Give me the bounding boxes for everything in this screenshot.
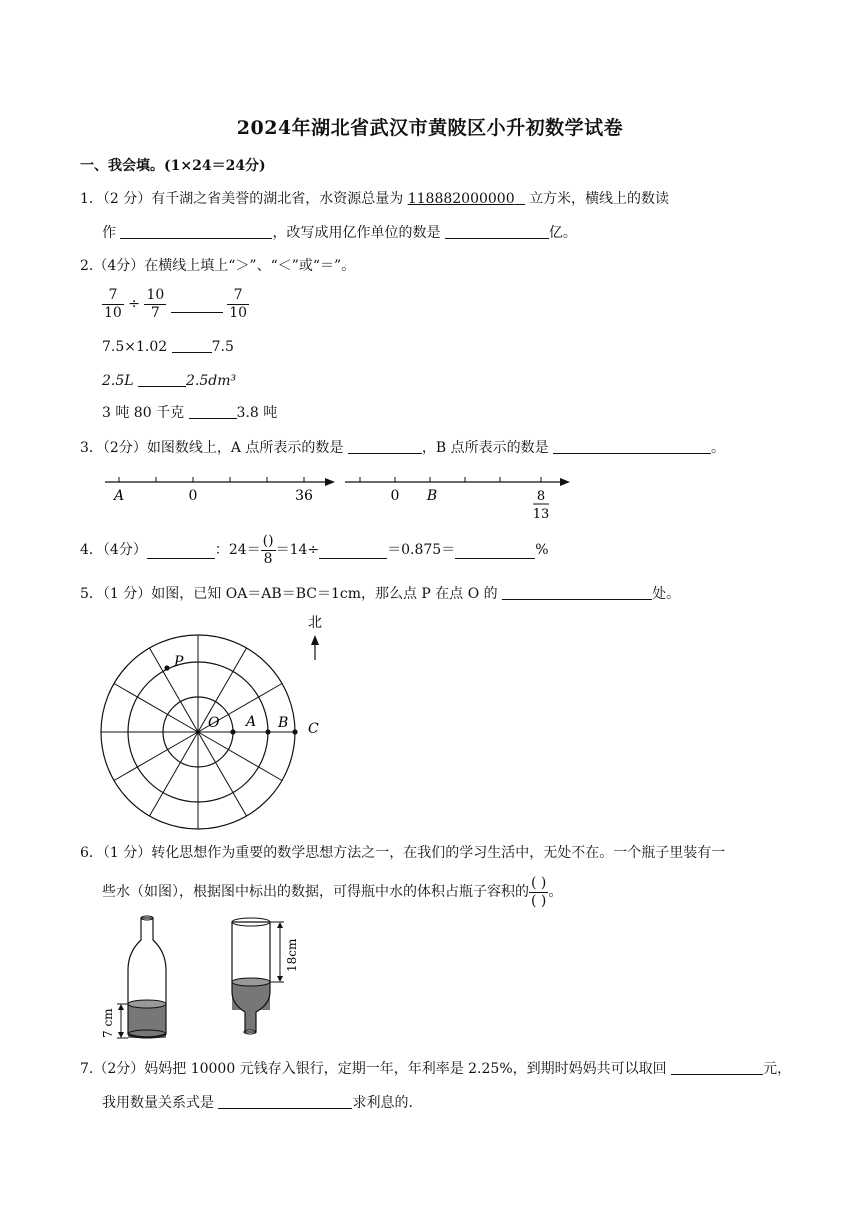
bottle-diagram bbox=[0, 912, 860, 1047]
question-1-line-2: 作 ，改写成用亿作单位的数是 亿。 bbox=[102, 222, 577, 243]
fraction: $\frac{7}{10}$ bbox=[104, 286, 122, 321]
question-6-line-1: 6．（1 分）转化思想作为重要的数学思想方法之一，在我们的学习生活中，无处不在。一个瓶子里装有一 bbox=[80, 845, 726, 861]
point-c-dot bbox=[292, 729, 297, 734]
polar-spoke bbox=[114, 684, 198, 733]
polar-spoke bbox=[150, 732, 199, 816]
point-o-label: O bbox=[208, 715, 220, 731]
point-a-label: A bbox=[246, 714, 257, 730]
q2-blank-2[interactable] bbox=[172, 336, 212, 353]
point-p-label: P bbox=[174, 654, 184, 670]
q7-blank-2[interactable] bbox=[218, 1092, 352, 1109]
question-4: 4．（4分） ：24＝ $\frac{()}{8}$ ＝14÷ ＝0.875＝ % bbox=[80, 532, 549, 567]
number-line-2 bbox=[345, 477, 570, 522]
question-5: 5．（1 分）如图，已知 OA＝AB＝BC＝1cm，那么点 P 在点 O 的 处。 bbox=[80, 583, 680, 604]
tick-36-label: 36 bbox=[295, 488, 313, 504]
point-b-dot bbox=[265, 729, 270, 734]
q1-yi-blank[interactable] bbox=[445, 222, 549, 239]
q4-blank-2[interactable] bbox=[319, 542, 387, 559]
question-3: 3．（2分）如图数线上，A 点所表示的数是 ，B 点所表示的数是 。 bbox=[80, 437, 725, 458]
fraction: $\frac{()}{8}$ bbox=[262, 532, 274, 567]
fraction: $\frac{7}{10}$ bbox=[229, 286, 248, 321]
question-1-line-1: 1．（2 分）有千湖之省美誉的湖北省，水资源总量为 118882000000 立方米，横线上的数读 bbox=[80, 188, 669, 209]
upright-bottle bbox=[101, 916, 166, 1038]
q4-blank-3[interactable] bbox=[455, 542, 535, 559]
point-a-label: A bbox=[113, 488, 125, 504]
zero-label: 0 bbox=[390, 488, 400, 504]
fraction-numerator: 8 bbox=[536, 489, 546, 504]
question-2: 2.（4分）在横线上填上“＞”、“＜”或“＝”。 bbox=[80, 258, 356, 274]
water-height-label: 7 cm bbox=[101, 1008, 115, 1038]
north-arrow-head-icon bbox=[311, 635, 319, 645]
water-volume-number: 118882000000 bbox=[407, 191, 515, 207]
q1-read-blank[interactable] bbox=[120, 222, 272, 239]
answer-fraction[interactable]: $\frac{( )}{( )}$ bbox=[531, 874, 547, 909]
number-line-1 bbox=[105, 477, 335, 504]
page-title: 2024年湖北省武汉市黄陂区小升初数学试卷 bbox=[236, 117, 624, 139]
polar-spoke bbox=[198, 732, 282, 781]
polar-spoke bbox=[198, 648, 247, 732]
polar-spoke bbox=[114, 732, 198, 781]
point-p-dot bbox=[164, 665, 169, 670]
point-b-label: B bbox=[426, 488, 438, 504]
q3-blank-a[interactable] bbox=[348, 437, 422, 454]
q2-row-3: 2.5L 2.5dm³ bbox=[102, 370, 236, 391]
concentric-circles bbox=[101, 635, 319, 829]
question-7-line-2: 我用数量关系式是 求利息的. bbox=[102, 1092, 413, 1113]
q2-row-1: $\frac{7}{10}$ ÷ $\frac{10}{7}$ $\frac{7}{10}$ bbox=[104, 286, 248, 321]
question-7-line-1: 7.（2分）妈妈把 10000 元钱存入银行，定期一年，年利率是 2.25%，到期时妈妈共可以取回 元， bbox=[80, 1058, 791, 1079]
inverted-bottle bbox=[232, 918, 299, 1034]
q2-row-4: 3 吨 80 千克 3.8 吨 bbox=[102, 402, 277, 423]
q2-blank-1[interactable] bbox=[171, 296, 223, 313]
fraction-denominator: 13 bbox=[532, 507, 550, 522]
q4-blank-1[interactable] bbox=[147, 542, 215, 559]
q2-blank-3[interactable] bbox=[138, 370, 186, 387]
section-heading: 一、我会填。(1×24＝24分) bbox=[80, 158, 266, 174]
number-line-figures bbox=[0, 470, 860, 530]
polar-spoke bbox=[198, 732, 247, 816]
fraction: $\frac{10}{7}$ bbox=[146, 286, 165, 321]
q2-row-2: 7.5×1.02 7.5 bbox=[102, 336, 234, 357]
north-label: 北 bbox=[308, 615, 322, 631]
q7-blank-1[interactable] bbox=[671, 1058, 763, 1075]
polar-diagram bbox=[0, 605, 860, 840]
zero-label: 0 bbox=[188, 488, 198, 504]
q3-blank-b[interactable] bbox=[553, 437, 711, 454]
q5-blank[interactable] bbox=[502, 583, 652, 600]
air-height-label: 18cm bbox=[285, 938, 299, 972]
q2-blank-4[interactable] bbox=[189, 402, 237, 419]
point-c-label: C bbox=[308, 721, 319, 737]
point-a-dot bbox=[230, 729, 235, 734]
question-6-line-2: 些水（如图），根据图中标出的数据，可得瓶中水的体积占瓶子容积的 $\frac{( )}{( )}$ 。 bbox=[102, 874, 563, 909]
point-b-label: B bbox=[278, 715, 289, 731]
